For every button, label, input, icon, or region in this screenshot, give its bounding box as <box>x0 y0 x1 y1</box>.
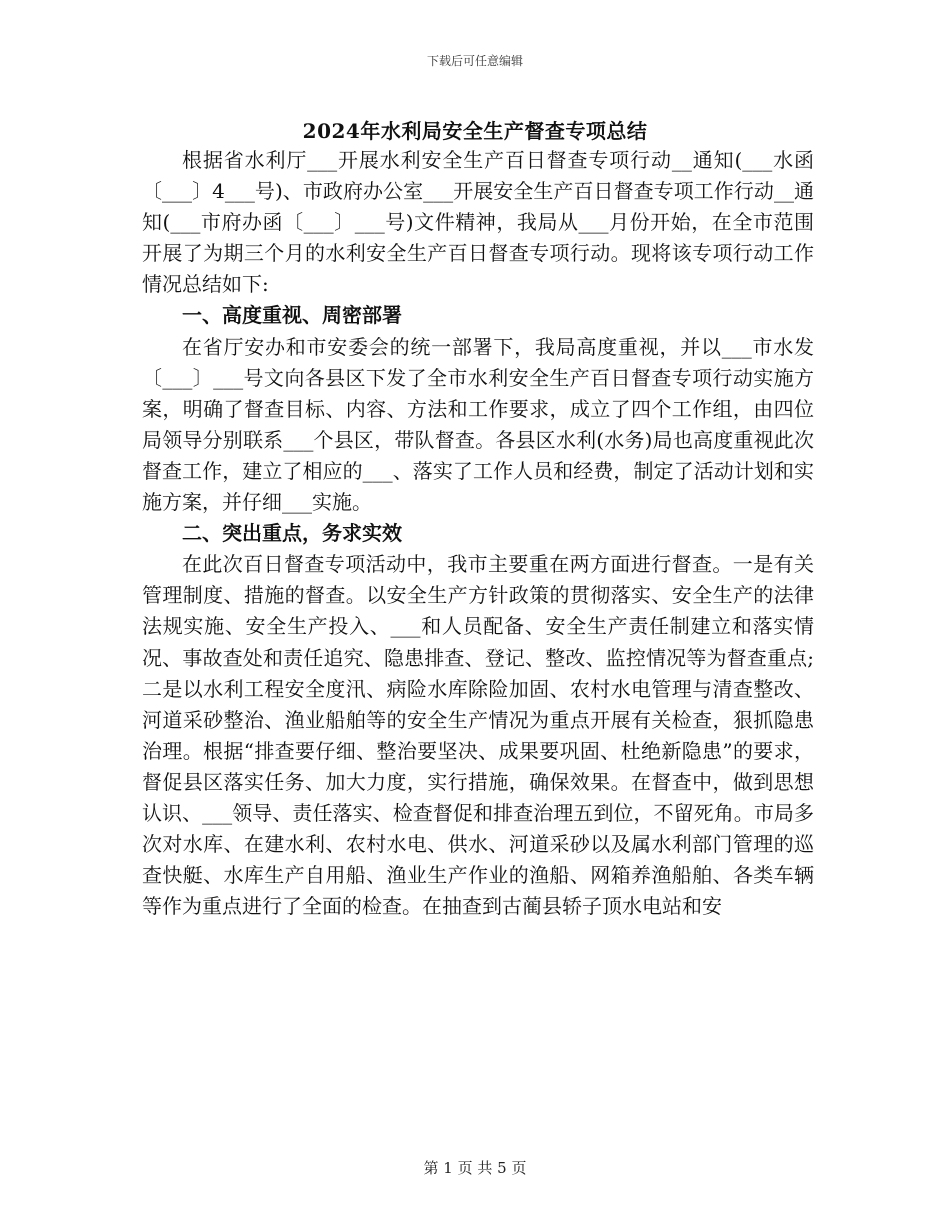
section-heading-2: 二、突出重点，务求实效 <box>182 521 402 546</box>
page-header-note: 下载后可任意编辑 <box>426 54 523 68</box>
paragraph-section-2: 在此次百日督查专项活动中，我市主要重在两方面进行督查。一是有关管理制度、措施的督查。以安全生产方针政策的贯彻落实、安全生产的法律法规实施、安全生产投入、___和人员配备、安全生产责任制建立和落实情况、事故查处和责任追究、隐患排查、登记、整改、监控情况等为督查重点;二是以水利工程安全度汛、病险水库除险加固、农村水电管理与清查整改、河道采砂整治、渔业船舶等的安全生产情况为重点开展有关检查，狠抓隐患治理。根据“排查要仔细、整治要坚决、成果要巩固、杜绝新隐患”的要求，督促县区落实任务、加大力度，实行措施，确保效果。在督查中，做到思想认识、___领导、责任落实、检查督促和排查治理五到位，不留死角。市局多次对水库、在建水利、农村水电、供水、河道采砂以及属水利部门管理的巡查快艇、水库生产自用船、渔业生产作业的渔船、网箱养渔船舶、各类车辆等作为重点进行了全面的检查。在抽查到古蔺县轿子顶水电站和安 <box>142 552 814 919</box>
section-heading-1: 一、高度重视、周密部署 <box>182 303 402 328</box>
paragraph-section-1: 在省厅安办和市安委会的统一部署下，我局高度重视，并以___市水发〔___〕___号文向各县区下发了全市水利安全生产百日督查专项行动实施方案，明确了督查目标、内容、方法和工作要求，成立了四个工作组，由四位局领导分别联系___个县区，带队督查。各县区水利(水务)局也高度重视此次督查工作，建立了相应的___、落实了工作人员和经费，制定了活动计划和实施方案，并仔细___实施。 <box>142 334 814 515</box>
paragraph-intro: 根据省水利厅___开展水利安全生产百日督查专项行动__通知(___水函〔___〕4___号)、市政府办公室___开展安全生产百日督查专项工作行动__通知(___市府办函〔___〕___号)文件精神，我局从___月份开始，在全市范围开展了为期三个月的水利安全生产百日督查专项行动。现将该专项行动工作情况总结如下: <box>142 148 814 297</box>
document-title: 2024年水利局安全生产督查专项总结 <box>302 119 648 143</box>
page-number: 第 1 页 共 5 页 <box>423 1159 527 1177</box>
document-body <box>142 145 814 922</box>
